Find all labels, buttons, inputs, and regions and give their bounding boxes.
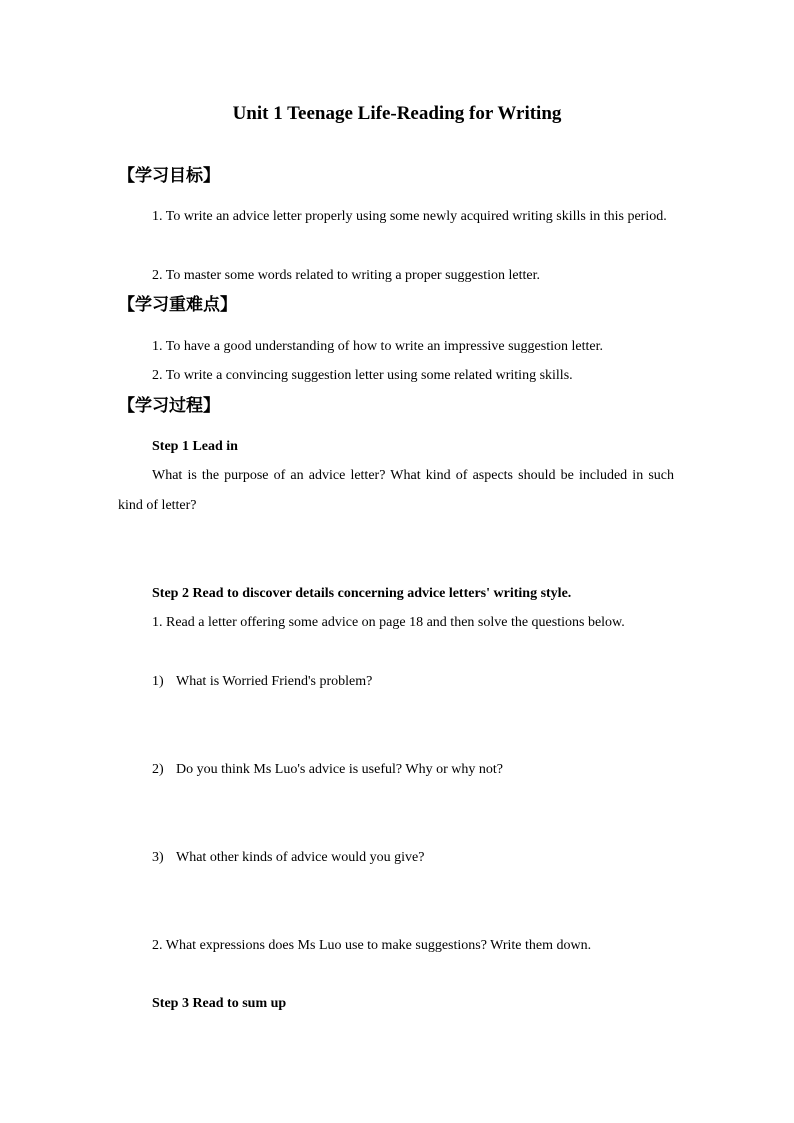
objective-item: 2. To master some words related to writing a proper suggestion letter.: [152, 268, 540, 283]
question-item: [152, 848, 424, 868]
question-text: What other kinds of advice would you give?: [176, 850, 425, 865]
objective-item: 1. To write an advice letter properly using some newly acquired writing skills in this period.: [152, 209, 667, 224]
step2-intro: 1. Read a letter offering some advice on page 18 and then solve the questions below.: [152, 615, 625, 630]
question-number: 2): [152, 762, 164, 777]
keypoints-heading: 【学习重难点】: [118, 295, 237, 315]
question-text: What is Worried Friend's problem?: [176, 674, 373, 689]
objectives-heading: 【学习目标】: [118, 166, 220, 186]
question-item: [152, 672, 372, 692]
step3-label: Step 3 Read to sum up: [152, 996, 287, 1011]
step1-text: What is the purpose of an advice letter? What kind of aspects should be included in such kind of letter?: [118, 468, 674, 513]
step2-task2: 2. What expressions does Ms Luo use to make suggestions? Write them down.: [152, 938, 592, 953]
question-text: Do you think Ms Luo's advice is useful? Why or why not?: [176, 762, 503, 777]
keypoint-item: 1. To have a good understanding of how to write an impressive suggestion letter.: [152, 339, 603, 354]
question-number: 1): [152, 674, 164, 689]
step2-label: Step 2 Read to discover details concerning advice letters' writing style.: [152, 586, 572, 601]
keypoint-item: 2. To write a convincing suggestion letter using some related writing skills.: [152, 368, 573, 383]
question-item: [152, 760, 503, 780]
process-heading: 【学习过程】: [118, 396, 220, 416]
question-number: 3): [152, 850, 164, 865]
document-title: Unit 1 Teenage Life-Reading for Writing: [232, 103, 562, 124]
step1-label: Step 1 Lead in: [152, 439, 238, 454]
